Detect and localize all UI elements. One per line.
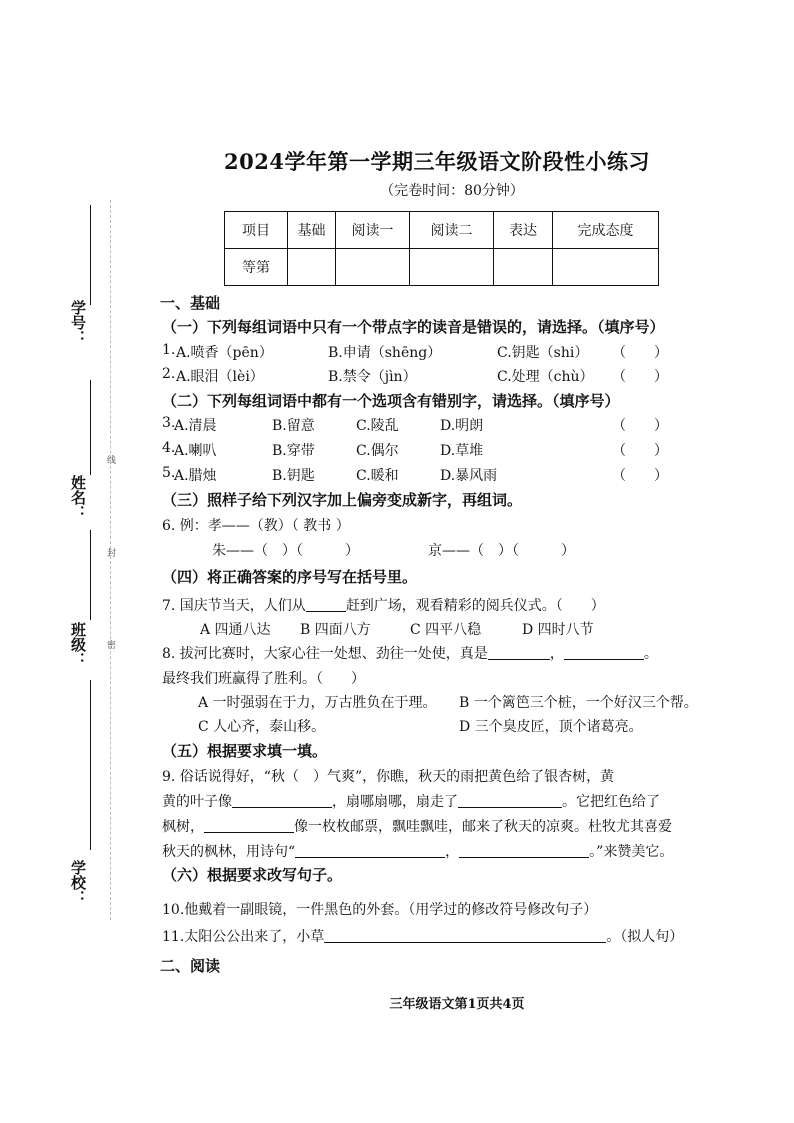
q2-option-a: A.眼泪（lèi） [176,369,264,385]
grade-header-reading2: 阅读二 [410,212,494,249]
q2-option-b: B.禁令（jìn） [328,369,417,385]
part1-heading: （一）下列每组词语中只有一个带点字的读音是错误的，请选择。（填序号） [162,318,665,336]
q6-zhu-blank[interactable]: 朱——（ ）（ ） [212,543,359,559]
name-line [90,380,91,475]
page-footer: 三年级语文第1页共4页 [389,997,525,1012]
q7-option-c: C 四平八稳 [410,622,482,638]
grade-cell[interactable] [410,249,494,286]
grade-table-grade-row [225,249,659,286]
q1-option-b: B.申请（shēng） [328,345,442,361]
q7-option-d: D 四时八节 [522,622,594,638]
q8-option-d: D 三个臭皮匠，顶个诸葛亮。 [459,719,643,735]
part4-heading: （四）将正确答案的序号写在括号里。 [162,568,418,586]
q11-text-before: 11.太阳公公出来了，小草 [162,929,325,945]
q7-stem [162,595,605,615]
q4-answer-paren[interactable]: （ ） [612,443,668,459]
class-label: 班级： [69,622,87,667]
q10-text: 10.他戴着一副眼镜，一件黑色的外套。（用学过的修改符号修改句子） [162,902,598,918]
q6-jing-blank[interactable]: 京——（ ）（ ） [428,543,575,559]
grade-cell[interactable] [553,249,659,286]
school-line [90,680,91,850]
part2-heading: （二）下列每组词语中都有一个选项含有错别字，请选择。（填序号） [162,392,620,410]
q3-answer-paren[interactable]: （ ） [612,418,668,434]
q8-separator: ， [549,646,564,662]
binding-mark-feng: 封 [105,548,115,557]
grade-header-reading1: 阅读一 [336,212,410,249]
q1-answer-paren[interactable]: （ ） [612,345,668,361]
grade-table [224,211,659,286]
q11-line [162,926,683,946]
q2-answer-paren[interactable]: （ ） [612,369,668,385]
q9-line4-text-a: 秋天的枫林，用诗句“ [162,844,296,860]
q9-fill-blank-2[interactable] [458,793,562,808]
q1-option-a: A.喷香（pēn） [176,345,273,361]
q9-line2-text-b: ，扇哪扇哪，扇走了 [332,794,458,810]
student-id-line [90,205,91,305]
q3-option-d: D.明朗 [440,418,484,434]
q5-answer-paren[interactable]: （ ） [612,468,668,484]
q9-poem-blank-2[interactable] [459,843,589,858]
name-label: 姓名： [69,475,87,520]
q2-number: 2. [162,366,176,382]
q3-option-c: C.陵乱 [356,418,399,434]
q9-line2-text-a: 黄的叶子像 [162,794,232,810]
q9-line1: 9. 俗话说得好，“秋（ ）气爽”，你瞧，秋天的雨把黄色给了银杏树，黄 [162,769,615,785]
grade-header-item: 项目 [225,212,288,249]
grade-table-header-row [225,212,659,249]
binding-mark-xian: 线 [105,455,115,464]
q11-text-after: 。（拟人句） [606,929,684,945]
q9-fill-blank-1[interactable] [232,793,332,808]
q6-example: 6. 例：孝——（教）（ 教书 ） [162,518,350,534]
student-id-label: 学号： [69,300,87,345]
q3-option-b: B.留意 [272,418,315,434]
q8-end-mark: 。 [643,646,658,662]
q5-number: 5. [162,465,176,481]
section2-heading: 二、阅读 [160,957,221,975]
exam-duration: （完卷时间：80分钟） [380,183,524,199]
grade-cell[interactable] [494,249,553,286]
page-title: 2024学年第一学期三年级语文阶段性小练习 [224,149,650,174]
q8-option-b: B 一个篱笆三个桩，一个好汉三个帮。 [459,695,698,711]
q7-option-a: A 四通八达 [200,622,271,638]
q5-option-c: C.暖和 [356,468,399,484]
q9-fill-blank-3[interactable] [204,818,294,833]
binding-dashed-line [110,200,111,920]
part5-heading: （五）根据要求填一填。 [162,742,328,760]
q9-line3-text-b: 像一枚枚邮票，飘哇飘哇，邮来了秋天的凉爽。杜牧尤其喜爱 [294,819,672,835]
section1-heading: 一、基础 [160,294,221,312]
q3-number: 3. [162,415,176,431]
q1-number: 1. [162,342,176,358]
q8-fill-blank-2[interactable] [564,645,644,660]
grade-cell[interactable] [288,249,336,286]
q9-line4 [162,841,673,861]
q5-option-b: B.钥匙 [272,468,315,484]
q8-fill-blank-1[interactable] [488,645,550,660]
q9-line3 [162,816,672,836]
q8-option-a: A 一时强弱在于力，万古胜负在于理。 [198,695,437,711]
q8-stem-line2: 最终我们班赢得了胜利。（ ） [162,671,365,687]
q9-line4-text-c: 。”来赞美它。 [589,844,674,860]
q7-option-b: B 四面八方 [300,622,371,638]
q4-number: 4. [162,440,176,456]
q7-fill-blank[interactable] [306,597,346,612]
q5-option-a: A.腊烛 [174,468,217,484]
part6-heading: （六）根据要求改写句子。 [162,866,343,884]
part3-heading: （三）照样子给下列汉字加上偏旁变成新字，再组词。 [162,491,523,509]
grade-header-expression: 表达 [494,212,553,249]
q1-option-c: C.钥匙（shi） [497,345,589,361]
q3-option-a: A.清晨 [174,418,217,434]
q4-option-a: A.喇叭 [174,443,217,459]
q9-line2-text-c: 。它把红色给了 [562,794,660,810]
grade-cell[interactable] [336,249,410,286]
class-line [90,530,91,620]
q9-line4-sep: ， [445,844,460,860]
q8-option-c: C 人心齐，泰山移。 [198,719,326,735]
q9-line3-text-a: 枫树， [162,819,204,835]
binding-mark-mi: 密 [105,640,115,649]
q8-text: 8. 拔河比赛时，大家心往一处想、劲往一处使，真是 [162,646,488,662]
q7-text-before: 7. 国庆节当天，人们从 [162,598,306,614]
grade-header-basic: 基础 [288,212,336,249]
q11-fill-blank[interactable] [324,928,606,943]
q4-option-b: B.穿带 [272,443,315,459]
q2-option-c: C.处理（chù） [497,369,594,385]
q4-option-d: D.草堆 [440,443,484,459]
q4-option-c: C.偶尔 [356,443,399,459]
grade-row-label: 等第 [225,249,288,286]
q7-text-after: 赶到广场，观看精彩的阅兵仪式。（ ） [345,598,605,614]
q5-option-d: D.暴风雨 [440,468,498,484]
q9-line2 [162,791,660,811]
school-label: 学校： [69,860,87,905]
grade-header-attitude: 完成态度 [553,212,659,249]
q9-poem-blank-1[interactable] [295,843,445,858]
q8-stem-line1 [162,643,658,663]
